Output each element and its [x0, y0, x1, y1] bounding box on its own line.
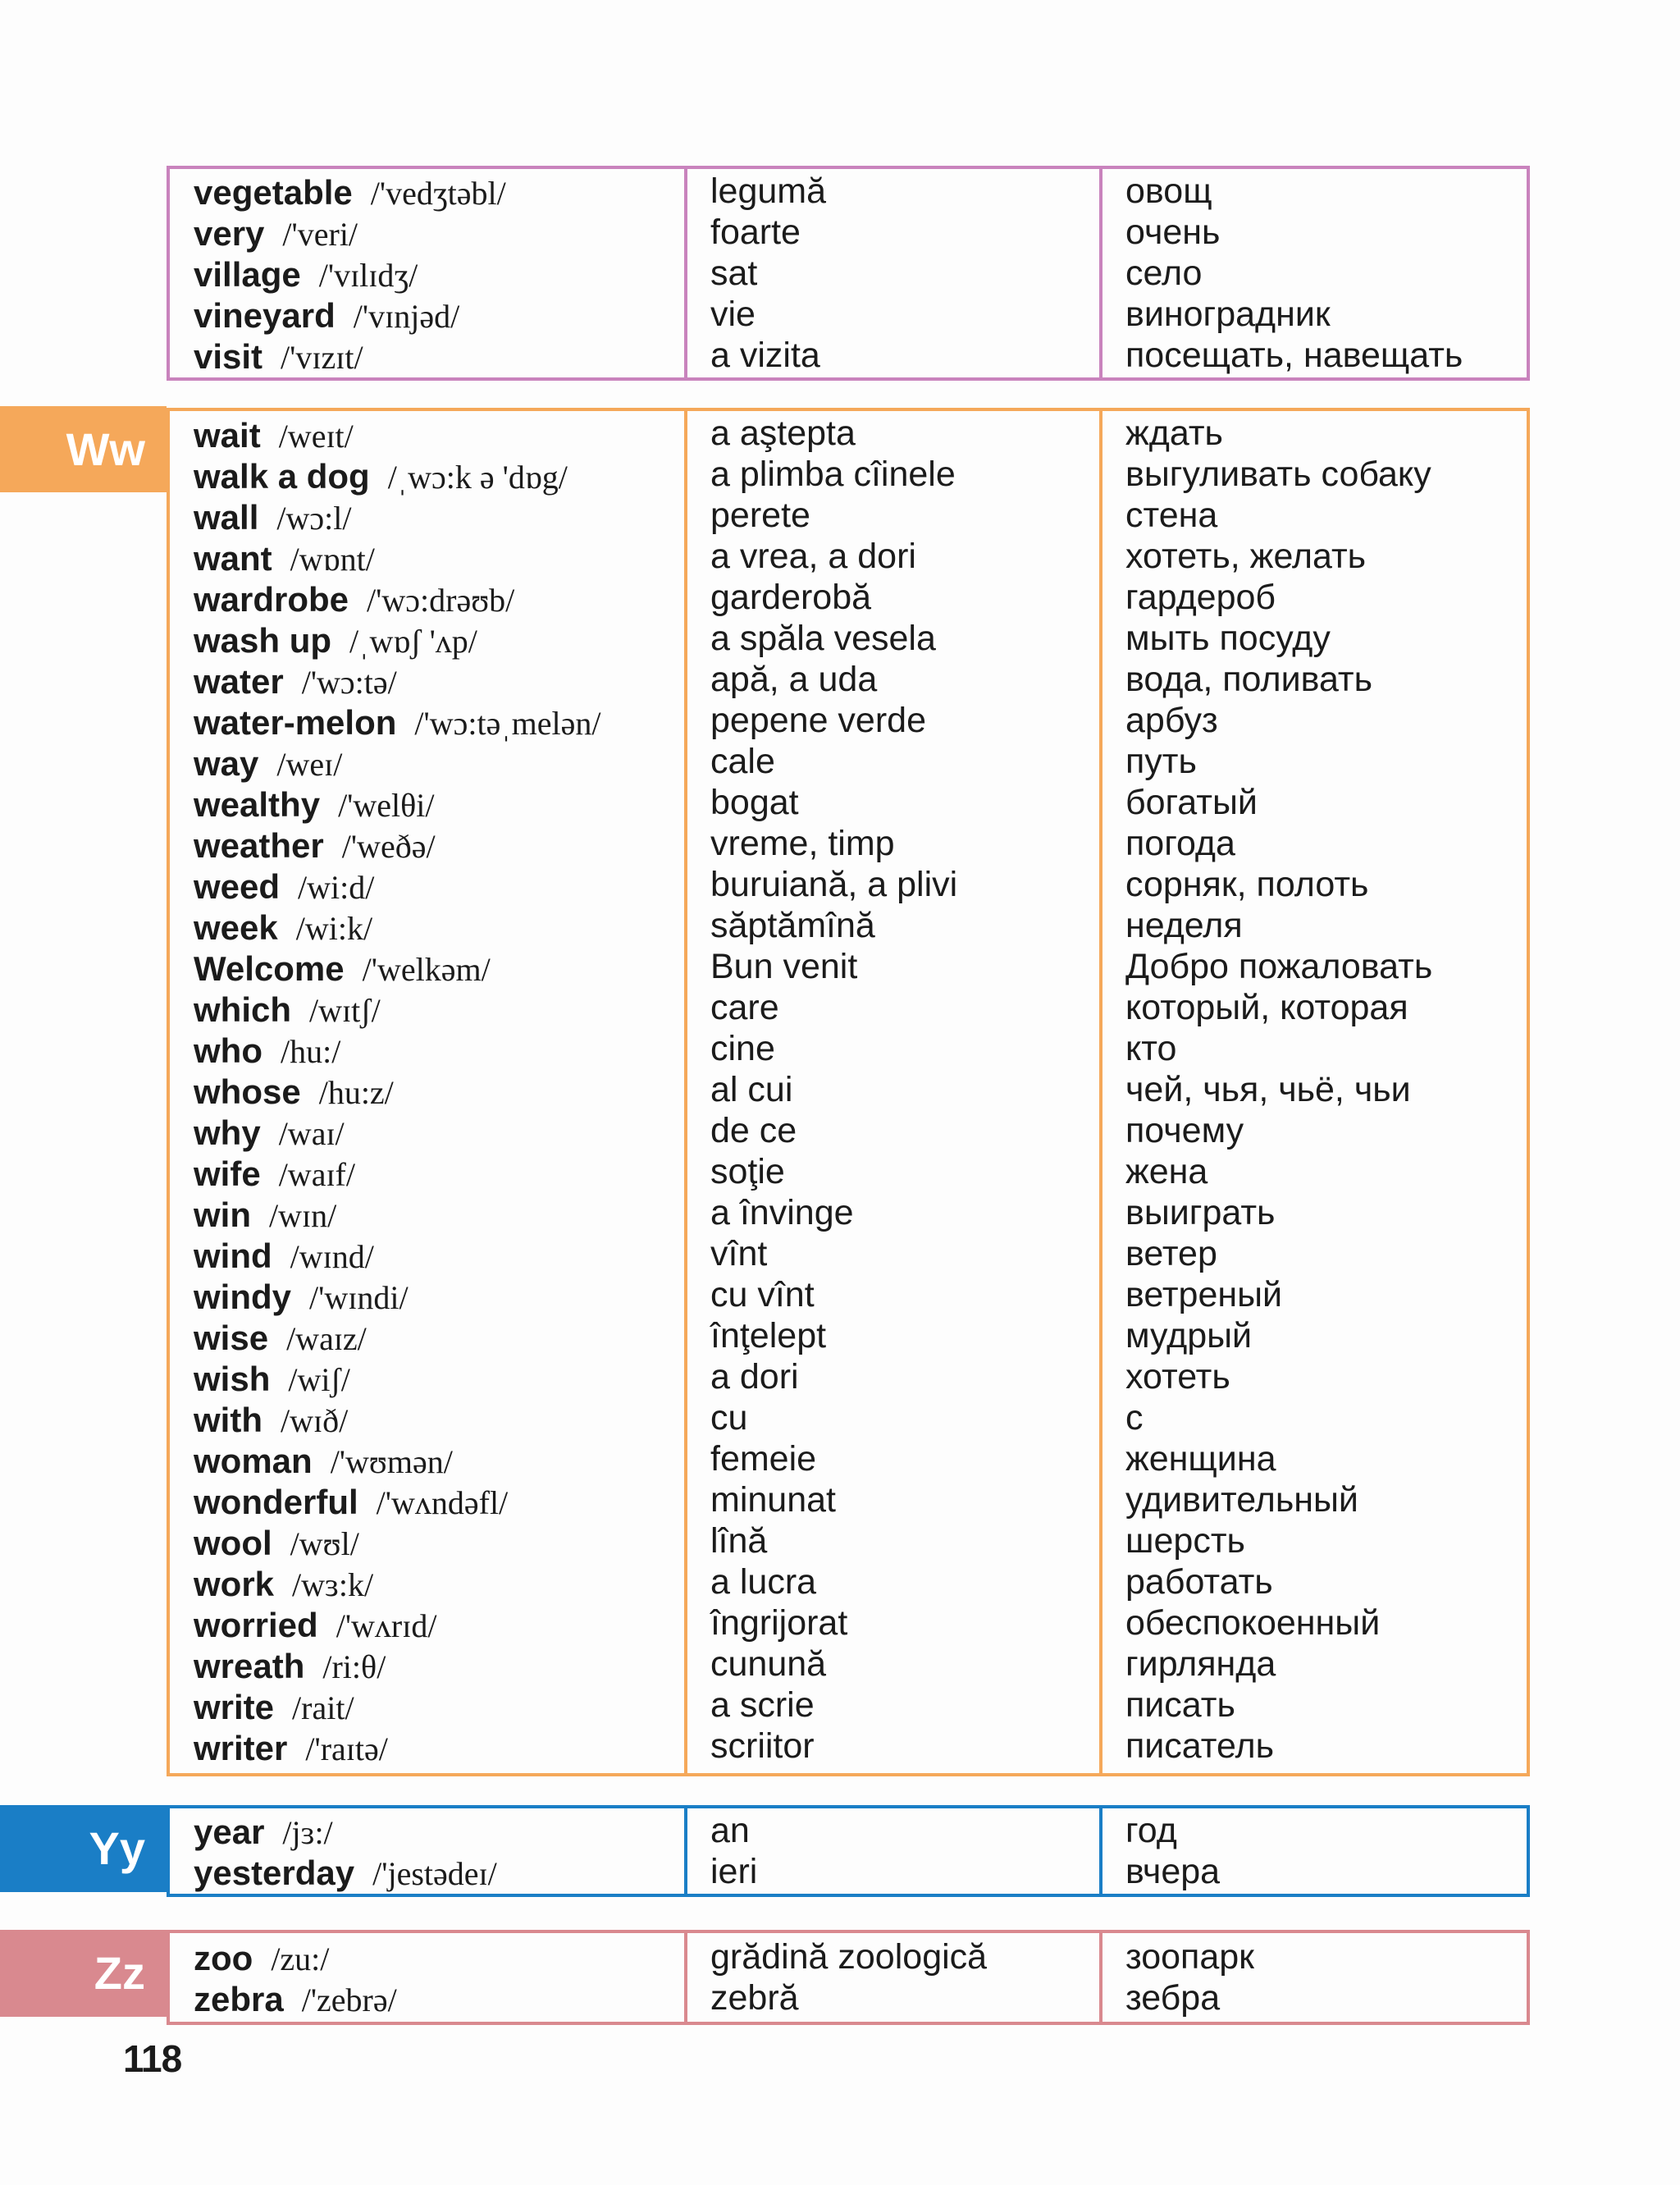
transcription: /'vedʒtəbl/: [370, 175, 506, 212]
romanian-column: [686, 1807, 1101, 1895]
transcription: /'jestədeɪ/: [372, 1855, 497, 1892]
russian-translation: Добро пожаловать: [1125, 947, 1433, 986]
english-entry: [170, 1979, 684, 2020]
russian-translation: чей, чья, чьё, чьи: [1125, 1070, 1411, 1109]
romanian-translation: a vizita: [710, 336, 820, 375]
russian-translation: арбуз: [1125, 701, 1218, 740]
english-word: way: [194, 744, 259, 783]
russian-translation: хотеть, желать: [1125, 537, 1367, 576]
russian-translation: богатый: [1125, 783, 1258, 822]
vocab-table-y: [167, 1805, 1530, 1897]
english-entry: [170, 1400, 684, 1441]
english-entry: [170, 866, 684, 907]
english-word: windy: [194, 1278, 292, 1316]
romanian-column: [686, 167, 1101, 379]
romanian-translation: soţie: [710, 1152, 785, 1191]
romanian-translation: a dori: [710, 1357, 799, 1396]
transcription: /'raɪtə/: [305, 1730, 388, 1767]
romanian-translation: al cui: [710, 1070, 793, 1109]
english-entry: [170, 1031, 684, 1072]
romanian-translation: a învinge: [710, 1193, 854, 1232]
transcription: /wʊl/: [290, 1525, 359, 1562]
english-entry: [170, 825, 684, 866]
transcription: /waɪz/: [286, 1320, 367, 1357]
transcription: /jɜ:/: [282, 1814, 333, 1851]
english-entry: [170, 172, 684, 213]
transcription: /'vɪnjəd/: [353, 298, 460, 335]
english-word: who: [194, 1031, 262, 1070]
transcription: /'welθi/: [338, 787, 435, 824]
romanian-translation: a aştepta: [710, 414, 856, 453]
english-word: village: [194, 255, 301, 294]
english-word: why: [194, 1113, 261, 1152]
romanian-translation: vie: [710, 295, 756, 334]
english-word: wool: [194, 1524, 272, 1562]
romanian-translation: a plimba cîinele: [710, 455, 956, 494]
english-entry: [170, 1523, 684, 1564]
english-entry: [170, 1318, 684, 1359]
english-entry: [170, 538, 684, 579]
english-entry: [170, 295, 684, 336]
romanian-translation: grădină zoologică: [710, 1937, 988, 1977]
russian-column: [1101, 1807, 1528, 1895]
vocab-table-v: [167, 166, 1530, 381]
transcription: /ˌwɒʃ 'ʌp/: [349, 623, 477, 660]
romanian-translation: perete: [710, 496, 810, 535]
russian-translation: ветер: [1125, 1234, 1217, 1273]
english-word: week: [194, 908, 278, 947]
english-entry: [170, 1482, 684, 1523]
transcription: /weɪ/: [276, 746, 343, 783]
transcription: /wiʃ/: [288, 1361, 350, 1398]
romanian-translation: de ce: [710, 1111, 797, 1150]
russian-column: [1101, 167, 1528, 379]
romanian-translation: cale: [710, 742, 775, 781]
english-word: wardrobe: [194, 580, 349, 619]
english-entry: [170, 743, 684, 784]
transcription: /'zebrə/: [301, 1982, 397, 2018]
english-entry: [170, 254, 684, 295]
transcription: /'wɪndi/: [309, 1279, 409, 1316]
english-word: wash up: [194, 621, 332, 660]
romanian-translation: bogat: [710, 783, 799, 822]
transcription: /zu:/: [271, 1940, 330, 1977]
english-word: wise: [194, 1319, 269, 1357]
romanian-translation: săptămînă: [710, 906, 875, 945]
vocab-table-z: [167, 1930, 1530, 2025]
english-entry: [170, 784, 684, 825]
vocab-section-v: [167, 166, 1530, 377]
russian-translation: посещать, навещать: [1125, 336, 1463, 375]
vocab-table-w: [167, 408, 1530, 1776]
english-entry: [170, 1113, 684, 1154]
english-entry: [170, 213, 684, 254]
english-word: water: [194, 662, 284, 701]
russian-translation: почему: [1125, 1111, 1244, 1150]
russian-translation: шерсть: [1125, 1521, 1245, 1561]
russian-translation: работать: [1125, 1562, 1273, 1602]
romanian-translation: lînă: [710, 1521, 768, 1561]
english-entry: [170, 336, 684, 377]
english-word: vegetable: [194, 173, 353, 212]
vocab-section-z: [167, 1930, 1530, 2025]
romanian-translation: minunat: [710, 1480, 836, 1520]
english-entry: [170, 1646, 684, 1687]
russian-translation: жена: [1125, 1152, 1208, 1191]
russian-translation: село: [1125, 254, 1203, 293]
english-entry: [170, 415, 684, 456]
english-entry: [170, 1687, 684, 1728]
russian-translation: выгуливать собаку: [1125, 455, 1431, 494]
transcription: /wɜ:k/: [292, 1566, 374, 1603]
russian-translation: писать: [1125, 1685, 1235, 1725]
english-entry: [170, 702, 684, 743]
transcription: /ri:θ/: [322, 1648, 386, 1685]
english-word: wreath: [194, 1647, 305, 1685]
russian-translation: стена: [1125, 496, 1218, 535]
romanian-translation: cunună: [710, 1644, 827, 1684]
russian-translation: который, которая: [1125, 988, 1408, 1027]
romanian-translation: care: [710, 988, 779, 1027]
transcription: /wɒnt/: [290, 541, 375, 578]
russian-translation: с: [1125, 1398, 1144, 1438]
russian-translation: вода, поливать: [1125, 660, 1373, 699]
english-entry: [170, 990, 684, 1031]
transcription: /'wʌrɪd/: [336, 1607, 437, 1644]
english-entry: [170, 1154, 684, 1195]
romanian-translation: pepene verde: [710, 701, 926, 740]
english-column: [168, 1931, 686, 2023]
romanian-translation: sat: [710, 254, 758, 293]
english-entry: [170, 456, 684, 497]
transcription: /'wʊmən/: [330, 1443, 453, 1480]
russian-translation: хотеть: [1125, 1357, 1230, 1396]
russian-translation: гирлянда: [1125, 1644, 1276, 1684]
english-word: whose: [194, 1072, 301, 1111]
transcription: /'wɔ:tə/: [301, 664, 397, 701]
english-entry: [170, 579, 684, 620]
english-word: water-melon: [194, 703, 397, 742]
russian-translation: неделя: [1125, 906, 1243, 945]
transcription: /wɪtʃ/: [309, 992, 381, 1029]
english-entry: [170, 1564, 684, 1605]
romanian-translation: legumă: [710, 171, 827, 211]
russian-translation: женщина: [1125, 1439, 1276, 1479]
romanian-column: [686, 409, 1101, 1775]
transcription: /'vɪzɪt/: [281, 339, 363, 376]
english-word: wife: [194, 1154, 261, 1193]
romanian-translation: garderobă: [710, 578, 872, 617]
russian-translation: писатель: [1125, 1726, 1274, 1766]
english-entry: [170, 497, 684, 538]
transcription: /wi:k/: [295, 910, 373, 947]
page-number: 118: [123, 2037, 182, 2080]
english-word: yesterday: [194, 1854, 355, 1892]
romanian-translation: vînt: [710, 1234, 768, 1273]
romanian-translation: a spăla vesela: [710, 619, 936, 658]
transcription: /weɪt/: [278, 418, 354, 455]
romanian-translation: buruiană, a plivi: [710, 865, 958, 904]
english-entry: [170, 1277, 684, 1318]
romanian-translation: apă, a uda: [710, 660, 878, 699]
transcription: /hu:/: [280, 1033, 341, 1070]
russian-translation: погода: [1125, 824, 1235, 863]
english-entry: [170, 949, 684, 990]
romanian-translation: a vrea, a dori: [710, 537, 916, 576]
transcription: /'wɔ:təˌmelən/: [414, 705, 601, 742]
vocab-section-w: [167, 408, 1530, 1776]
transcription: /wɪn/: [269, 1197, 337, 1234]
transcription: /'veri/: [282, 216, 358, 253]
russian-translation: вчера: [1125, 1852, 1221, 1891]
romanian-translation: cu: [710, 1398, 748, 1438]
russian-translation: мыть посуду: [1125, 619, 1331, 658]
english-column: [168, 167, 686, 379]
russian-translation: ветреный: [1125, 1275, 1283, 1314]
english-entry: [170, 620, 684, 661]
english-word: zebra: [194, 1980, 284, 2018]
romanian-translation: ieri: [710, 1852, 758, 1891]
vocab-section-y: [167, 1805, 1530, 1897]
russian-translation: удивительный: [1125, 1480, 1358, 1520]
english-word: wind: [194, 1236, 272, 1275]
letter-tab-y: Yy: [0, 1805, 167, 1892]
english-entry: [170, 1072, 684, 1113]
romanian-translation: Bun venit: [710, 947, 858, 986]
romanian-translation: a lucra: [710, 1562, 817, 1602]
romanian-translation: foarte: [710, 213, 801, 252]
transcription: /wɪð/: [280, 1402, 349, 1439]
english-word: writer: [194, 1729, 288, 1767]
russian-column: [1101, 409, 1528, 1775]
english-word: wait: [194, 416, 261, 455]
russian-translation: виноградник: [1125, 295, 1331, 334]
english-word: with: [194, 1401, 262, 1439]
english-entry: [170, 1728, 684, 1769]
transcription: /waɪf/: [278, 1156, 355, 1193]
russian-translation: ждать: [1125, 414, 1223, 453]
transcription: /wɔ:l/: [276, 500, 352, 537]
russian-translation: овощ: [1125, 171, 1212, 211]
romanian-translation: cu vînt: [710, 1275, 815, 1314]
letter-tab-z: Zz: [0, 1930, 167, 2017]
english-word: wall: [194, 498, 259, 537]
transcription: /'wʌndəfl/: [376, 1484, 509, 1521]
english-word: wish: [194, 1360, 271, 1398]
english-entry: [170, 1359, 684, 1400]
romanian-column: [686, 1931, 1101, 2023]
russian-translation: гардероб: [1125, 578, 1276, 617]
english-column: [168, 409, 686, 1775]
english-entry: [170, 1938, 684, 1979]
transcription: /hu:z/: [318, 1074, 394, 1111]
romanian-translation: femeie: [710, 1439, 817, 1479]
english-entry: [170, 1195, 684, 1236]
letter-tab-w: Ww: [0, 406, 167, 492]
english-word: Welcome: [194, 949, 345, 988]
english-word: very: [194, 214, 265, 253]
english-word: weather: [194, 826, 324, 865]
english-word: walk a dog: [194, 457, 370, 496]
english-entry: [170, 1236, 684, 1277]
english-entry: [170, 1812, 684, 1853]
transcription: /'welkəm/: [362, 951, 491, 988]
romanian-translation: an: [710, 1811, 750, 1850]
romanian-translation: vreme, timp: [710, 824, 895, 863]
english-word: worried: [194, 1606, 318, 1644]
english-entry: [170, 1441, 684, 1482]
transcription: /wɪnd/: [290, 1238, 374, 1275]
russian-translation: год: [1125, 1811, 1177, 1850]
english-word: win: [194, 1195, 251, 1234]
transcription: /rait/: [292, 1689, 354, 1726]
english-word: want: [194, 539, 272, 578]
english-word: weed: [194, 867, 281, 906]
romanian-translation: scriitor: [710, 1726, 815, 1766]
english-column: [168, 1807, 686, 1895]
russian-translation: путь: [1125, 742, 1197, 781]
english-word: wonderful: [194, 1483, 358, 1521]
romanian-translation: înţelept: [710, 1316, 827, 1355]
russian-translation: мудрый: [1125, 1316, 1253, 1355]
english-entry: [170, 1605, 684, 1646]
romanian-translation: cine: [710, 1029, 775, 1068]
russian-column: [1101, 1931, 1528, 2023]
romanian-translation: a scrie: [710, 1685, 815, 1725]
russian-translation: обеспокоенный: [1125, 1603, 1381, 1643]
english-word: vineyard: [194, 296, 336, 335]
english-entry: [170, 907, 684, 949]
russian-translation: сорняк, полоть: [1125, 865, 1369, 904]
english-word: wealthy: [194, 785, 321, 824]
transcription: /wi:d/: [298, 869, 375, 906]
transcription: /'weðə/: [341, 828, 436, 865]
english-word: woman: [194, 1442, 313, 1480]
transcription: /'wɔ:drəʊb/: [367, 582, 515, 619]
english-word: work: [194, 1565, 275, 1603]
english-word: which: [194, 990, 292, 1029]
romanian-translation: zebră: [710, 1978, 799, 2018]
english-entry: [170, 661, 684, 702]
russian-translation: зоопарк: [1125, 1937, 1254, 1977]
russian-translation: кто: [1125, 1029, 1177, 1068]
english-word: zoo: [194, 1939, 253, 1977]
english-word: write: [194, 1688, 275, 1726]
english-word: visit: [194, 337, 263, 376]
transcription: /ˌwɔ:k ə 'dɒg/: [387, 459, 568, 496]
english-word: year: [194, 1812, 265, 1851]
russian-translation: зебра: [1125, 1978, 1221, 2018]
romanian-translation: îngrijorat: [710, 1603, 848, 1643]
transcription: /waɪ/: [278, 1115, 345, 1152]
english-entry: [170, 1853, 684, 1894]
russian-translation: выиграть: [1125, 1193, 1276, 1232]
russian-translation: очень: [1125, 213, 1221, 252]
transcription: /'vɪlɪdʒ/: [318, 257, 418, 294]
